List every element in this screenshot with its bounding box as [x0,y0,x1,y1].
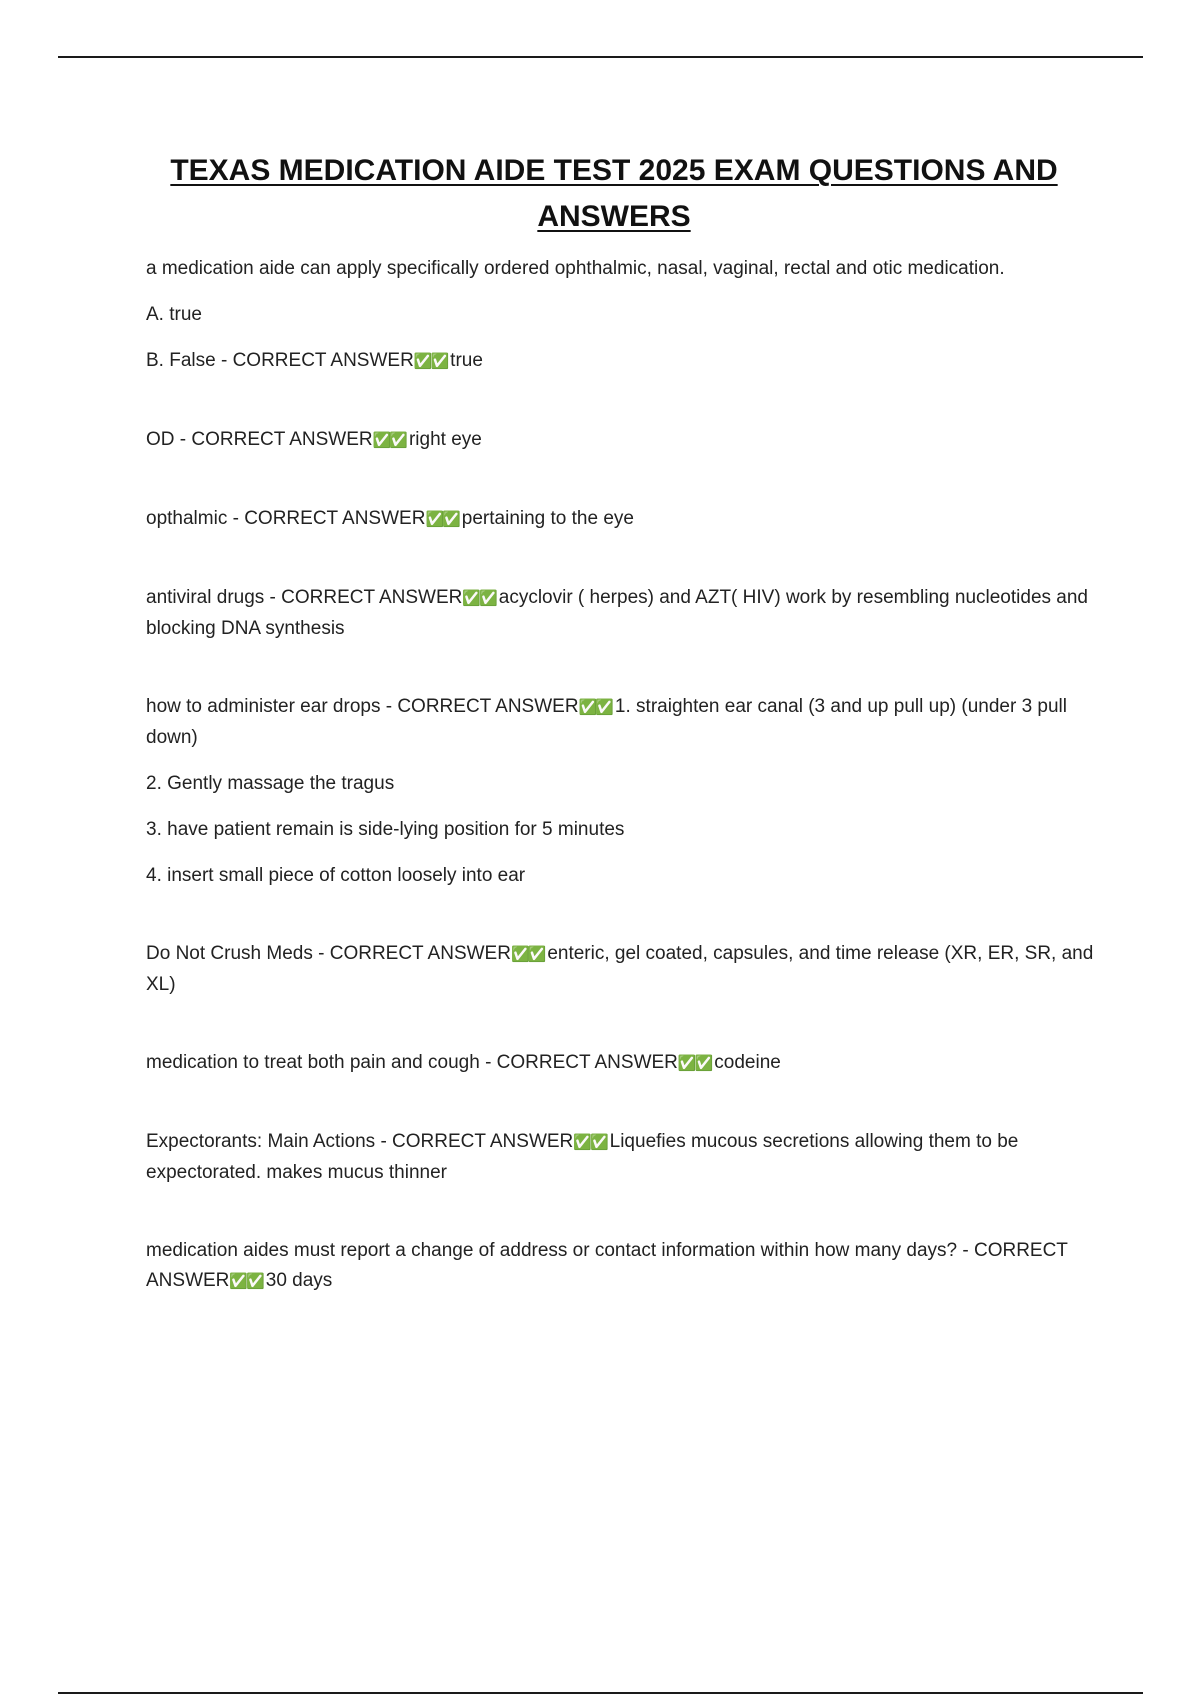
flashcard-do-not-crush [146,939,1096,1000]
option-b [146,346,1096,377]
ear-drops-step-3: 3. have patient remain is side-lying position for 5 minutes [146,819,625,840]
answer-text: enteric, gel coated, capsules, and time release (XR, ER, SR, and XL) [146,943,1094,995]
answer-text: 30 days [265,1270,333,1291]
answer-prompt: Expectorants: Main Actions - CORRECT ANSWER [146,1131,574,1152]
flashcard-antiviral [146,583,1096,644]
page-title: TEXAS MEDICATION AIDE TEST 2025 EXAM QUESTIONS AND ANSWERS [170,154,1058,233]
double-check-icon: ✅✅ [413,353,448,370]
answer-prompt: opthalmic - CORRECT ANSWER [146,508,426,529]
flashcard-od [146,425,1096,456]
answer-prompt: Do Not Crush Meds - CORRECT ANSWER [146,943,511,964]
flashcard-pain-cough [146,1048,1096,1079]
ear-drops-step-2: 2. Gently massage the tragus [146,773,395,794]
flashcard-expectorants [146,1127,1096,1188]
double-check-icon: ✅✅ [462,590,496,607]
double-check-icon: ✅✅ [573,1134,607,1151]
answer-text: Liquefies mucous secretions allowing them to be expectorated. makes mucus thinner [146,1131,1019,1183]
bottom-rule [58,1692,1143,1694]
answer-text: true [450,350,483,371]
answer-prompt: B. False - CORRECT ANSWER [146,350,414,371]
answer-text: codeine [714,1052,781,1073]
option-a: A. true [146,304,202,325]
double-check-icon: ✅✅ [677,1055,712,1072]
double-check-icon: ✅✅ [510,946,545,963]
answer-text: right eye [408,429,482,450]
flashcard-address-change [146,1236,1096,1297]
answer-prompt: medication to treat both pain and cough - CORRECT ANSWER [146,1052,678,1073]
document-body [146,254,1096,1313]
double-check-icon: ✅✅ [229,1273,263,1290]
double-check-icon: ✅✅ [578,699,612,716]
answer-prompt: OD - CORRECT ANSWER [146,429,373,450]
answer-prompt: how to administer ear drops - CORRECT ANSWER [146,696,579,717]
flashcard-ear-drops [146,692,1096,753]
double-check-icon: ✅✅ [372,432,406,449]
answer-text: pertaining to the eye [461,508,634,529]
flashcard-opthalmic [146,504,1096,535]
top-rule [58,56,1143,58]
answer-text: acyclovir ( herpes) and AZT( HIV) work by resembling nucleotides and blocking DNA synthesis [146,587,1088,639]
answer-text: 1. straighten ear canal (3 and up pull up) (under 3 pull down) [146,696,1067,748]
double-check-icon: ✅✅ [425,511,459,528]
ear-drops-step-4: 4. insert small piece of cotton loosely into ear [146,865,526,886]
answer-prompt: antiviral drugs - CORRECT ANSWER [146,587,463,608]
question-text: a medication aide can apply specifically ordered ophthalmic, nasal, vaginal, rectal and otic medication. [146,258,1005,279]
answer-prompt: medication aides must report a change of address or contact information within how many days? - CORRECT ANSWER [146,1240,1068,1291]
